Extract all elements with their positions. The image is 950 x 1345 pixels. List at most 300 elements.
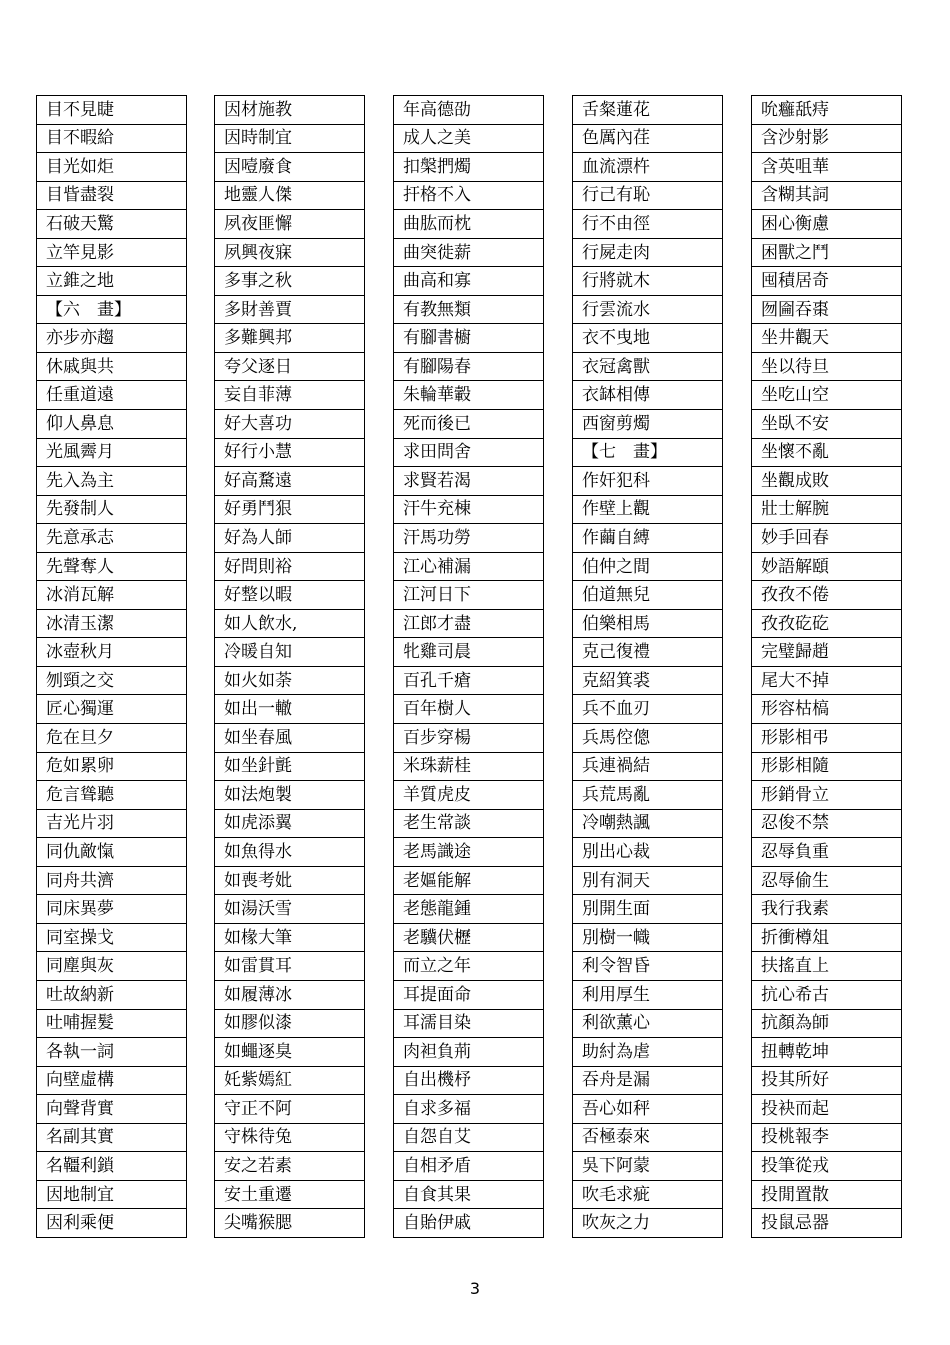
table-row bbox=[573, 638, 723, 667]
idiom-cell: 含沙射影 bbox=[752, 124, 902, 153]
idiom-cell: 向壁虛構 bbox=[37, 1066, 187, 1095]
table-row bbox=[573, 438, 723, 467]
idiom-cell: 投閒置散 bbox=[752, 1180, 902, 1209]
idiom-cell: 如坐春風 bbox=[215, 724, 365, 753]
idiom-cell: 有腳陽春 bbox=[394, 352, 544, 381]
idiom-cell: 如火如荼 bbox=[215, 666, 365, 695]
idiom-cell: 伯道無兒 bbox=[573, 581, 723, 610]
table-row bbox=[37, 153, 187, 182]
table-row bbox=[752, 695, 902, 724]
table-row bbox=[215, 781, 365, 810]
idiom-cell: 曲突徙薪 bbox=[394, 238, 544, 267]
idiom-cell: 如椽大筆 bbox=[215, 923, 365, 952]
table-row bbox=[752, 181, 902, 210]
idiom-cell: 忍俊不禁 bbox=[752, 809, 902, 838]
table-row bbox=[215, 609, 365, 638]
idiom-cell: 好行小慧 bbox=[215, 438, 365, 467]
table-row bbox=[752, 1152, 902, 1181]
table-row bbox=[573, 609, 723, 638]
table-row bbox=[752, 609, 902, 638]
idiom-cell: 投鼠忌器 bbox=[752, 1209, 902, 1238]
table-row bbox=[394, 410, 544, 439]
table-row bbox=[394, 695, 544, 724]
table-row bbox=[573, 495, 723, 524]
idiom-cell: 同床異夢 bbox=[37, 895, 187, 924]
table-row bbox=[573, 1123, 723, 1152]
table-row bbox=[573, 210, 723, 239]
idiom-cell: 行屍走肉 bbox=[573, 238, 723, 267]
table-row bbox=[573, 838, 723, 867]
idiom-cell: 孜孜矻矻 bbox=[752, 609, 902, 638]
idiom-cell: 兵不血刃 bbox=[573, 695, 723, 724]
idiom-cell: 冰消瓦解 bbox=[37, 581, 187, 610]
table-row bbox=[573, 895, 723, 924]
table-row bbox=[215, 495, 365, 524]
idiom-cell: 成人之美 bbox=[394, 124, 544, 153]
idiom-cell: 百孔千瘡 bbox=[394, 666, 544, 695]
table-row bbox=[37, 495, 187, 524]
idiom-cell: 同舟共濟 bbox=[37, 866, 187, 895]
idiom-cell: 各執一詞 bbox=[37, 1038, 187, 1067]
table-row bbox=[394, 838, 544, 867]
table-row bbox=[394, 552, 544, 581]
table-row bbox=[394, 1152, 544, 1181]
idiom-cell: 夸父逐日 bbox=[215, 352, 365, 381]
idiom-cell: 投袂而起 bbox=[752, 1095, 902, 1124]
idiom-cell: 石破天驚 bbox=[37, 210, 187, 239]
idiom-cell: 同仇敵愾 bbox=[37, 838, 187, 867]
table-row bbox=[752, 238, 902, 267]
idiom-cell: 米珠薪桂 bbox=[394, 752, 544, 781]
idiom-cell: 坐觀成敗 bbox=[752, 467, 902, 496]
idiom-cell: 坐懷不亂 bbox=[752, 438, 902, 467]
idiom-cell: 老生常談 bbox=[394, 809, 544, 838]
idiom-cell: 冰壺秋月 bbox=[37, 638, 187, 667]
idiom-cell: 名副其實 bbox=[37, 1123, 187, 1152]
table-row bbox=[573, 1066, 723, 1095]
table-row bbox=[394, 1123, 544, 1152]
idiom-cell: 別有洞天 bbox=[573, 866, 723, 895]
idiom-cell: 目眥盡裂 bbox=[37, 181, 187, 210]
table-row bbox=[752, 467, 902, 496]
idiom-cell: 老馬識途 bbox=[394, 838, 544, 867]
table-row bbox=[394, 923, 544, 952]
idiom-cell: 死而後已 bbox=[394, 410, 544, 439]
table-row bbox=[752, 809, 902, 838]
table-row bbox=[752, 210, 902, 239]
idiom-cell: 好問則裕 bbox=[215, 552, 365, 581]
table-row bbox=[752, 438, 902, 467]
idiom-cell: 坐吃山空 bbox=[752, 381, 902, 410]
table-row bbox=[573, 1038, 723, 1067]
table-row bbox=[215, 1152, 365, 1181]
table-row bbox=[215, 238, 365, 267]
table-row bbox=[573, 581, 723, 610]
idiom-cell: 衣不曳地 bbox=[573, 324, 723, 353]
table-row bbox=[37, 96, 187, 125]
table-row bbox=[37, 1152, 187, 1181]
table-row bbox=[37, 695, 187, 724]
idiom-cell: 如蠅逐臭 bbox=[215, 1038, 365, 1067]
table-row bbox=[752, 923, 902, 952]
idiom-cell: 汗馬功勞 bbox=[394, 524, 544, 553]
idiom-cell: 好為人師 bbox=[215, 524, 365, 553]
table-row bbox=[752, 1209, 902, 1238]
idiom-cell: 多難興邦 bbox=[215, 324, 365, 353]
idiom-cell: 否極泰來 bbox=[573, 1123, 723, 1152]
idiom-column-1 bbox=[36, 95, 187, 1238]
table-row bbox=[215, 752, 365, 781]
idiom-cell: 守株待兔 bbox=[215, 1123, 365, 1152]
idiom-cell: 有教無類 bbox=[394, 295, 544, 324]
idiom-cell: 自貽伊戚 bbox=[394, 1209, 544, 1238]
idiom-cell: 孜孜不倦 bbox=[752, 581, 902, 610]
idiom-cell: 伯樂相馬 bbox=[573, 609, 723, 638]
idiom-cell: 而立之年 bbox=[394, 952, 544, 981]
table-row bbox=[752, 381, 902, 410]
idiom-cell: 兵荒馬亂 bbox=[573, 781, 723, 810]
table-row bbox=[752, 581, 902, 610]
table-row bbox=[394, 581, 544, 610]
table-row bbox=[215, 581, 365, 610]
idiom-cell: 百步穿楊 bbox=[394, 724, 544, 753]
table-row bbox=[37, 267, 187, 296]
table-row bbox=[37, 781, 187, 810]
idiom-cell: 吐故納新 bbox=[37, 980, 187, 1009]
table-row bbox=[573, 809, 723, 838]
idiom-cell: 完璧歸趙 bbox=[752, 638, 902, 667]
table-row bbox=[394, 638, 544, 667]
idiom-cell: 克己復禮 bbox=[573, 638, 723, 667]
idiom-cell: 作壁上觀 bbox=[573, 495, 723, 524]
table-row bbox=[215, 695, 365, 724]
idiom-cell: 吳下阿蒙 bbox=[573, 1152, 723, 1181]
table-row bbox=[215, 153, 365, 182]
idiom-cell: 行不由徑 bbox=[573, 210, 723, 239]
idiom-cell: 自食其果 bbox=[394, 1180, 544, 1209]
idiom-cell: 如雷貫耳 bbox=[215, 952, 365, 981]
table-row bbox=[752, 1180, 902, 1209]
idiom-cell: 吹毛求疵 bbox=[573, 1180, 723, 1209]
table-row bbox=[215, 895, 365, 924]
idiom-cell: 羊質虎皮 bbox=[394, 781, 544, 810]
table-row bbox=[752, 267, 902, 296]
table-row bbox=[752, 124, 902, 153]
table-row bbox=[215, 410, 365, 439]
table-row bbox=[37, 895, 187, 924]
table-row bbox=[215, 638, 365, 667]
idiom-cell: 江郎才盡 bbox=[394, 609, 544, 638]
idiom-cell: 任重道遠 bbox=[37, 381, 187, 410]
idiom-cell: 扞格不入 bbox=[394, 181, 544, 210]
table-row bbox=[215, 952, 365, 981]
table-row bbox=[394, 809, 544, 838]
table-row bbox=[752, 1123, 902, 1152]
idiom-cell: 含糊其詞 bbox=[752, 181, 902, 210]
idiom-cell: 抗心希古 bbox=[752, 980, 902, 1009]
idiom-cell: 形銷骨立 bbox=[752, 781, 902, 810]
table-row bbox=[37, 410, 187, 439]
idiom-cell: 安土重遷 bbox=[215, 1180, 365, 1209]
table-row bbox=[573, 324, 723, 353]
table-row bbox=[37, 1038, 187, 1067]
idiom-cell: 危如累卵 bbox=[37, 752, 187, 781]
idiom-cell: 投桃報李 bbox=[752, 1123, 902, 1152]
table-row bbox=[752, 752, 902, 781]
table-row bbox=[752, 524, 902, 553]
idiom-cell: 安之若素 bbox=[215, 1152, 365, 1181]
idiom-cell: 休戚與共 bbox=[37, 352, 187, 381]
idiom-column-4 bbox=[572, 95, 723, 1238]
table-row bbox=[394, 980, 544, 1009]
idiom-cell: 冰清玉潔 bbox=[37, 609, 187, 638]
table-row bbox=[752, 838, 902, 867]
idiom-cell: 扶搖直上 bbox=[752, 952, 902, 981]
table-row bbox=[215, 438, 365, 467]
table-row bbox=[394, 96, 544, 125]
table-row bbox=[394, 381, 544, 410]
table-row bbox=[573, 153, 723, 182]
table-row bbox=[752, 666, 902, 695]
table-row bbox=[37, 923, 187, 952]
table-row bbox=[394, 1095, 544, 1124]
idiom-cell: 利欲薰心 bbox=[573, 1009, 723, 1038]
idiom-cell: 朱輪華轂 bbox=[394, 381, 544, 410]
table-row bbox=[37, 1066, 187, 1095]
idiom-cell: 坐臥不安 bbox=[752, 410, 902, 439]
table-row bbox=[394, 781, 544, 810]
idiom-cell: 曲肱而枕 bbox=[394, 210, 544, 239]
idiom-cell: 行雲流水 bbox=[573, 295, 723, 324]
table-row bbox=[573, 752, 723, 781]
table-row bbox=[752, 895, 902, 924]
table-row bbox=[215, 1038, 365, 1067]
table-row bbox=[573, 952, 723, 981]
table-row bbox=[37, 552, 187, 581]
idiom-cell: 立錐之地 bbox=[37, 267, 187, 296]
idiom-cell: 曲高和寡 bbox=[394, 267, 544, 296]
table-row bbox=[394, 609, 544, 638]
table-row bbox=[573, 524, 723, 553]
table-row bbox=[394, 267, 544, 296]
table-row bbox=[394, 866, 544, 895]
table-row bbox=[394, 324, 544, 353]
table-row bbox=[394, 181, 544, 210]
table-row bbox=[37, 1009, 187, 1038]
idiom-cell: 多事之秋 bbox=[215, 267, 365, 296]
idiom-cell: 老態龍鍾 bbox=[394, 895, 544, 924]
idiom-cell: 仰人鼻息 bbox=[37, 410, 187, 439]
table-row bbox=[215, 295, 365, 324]
idiom-cell: 形影相弔 bbox=[752, 724, 902, 753]
table-row bbox=[752, 153, 902, 182]
idiom-cell: 衣缽相傳 bbox=[573, 381, 723, 410]
idiom-cell: 同室操戈 bbox=[37, 923, 187, 952]
idiom-cell: 因時制宜 bbox=[215, 124, 365, 153]
idiom-cell: 囤積居奇 bbox=[752, 267, 902, 296]
idiom-cell: 因材施教 bbox=[215, 96, 365, 125]
idiom-cell: 含英咀華 bbox=[752, 153, 902, 182]
table-row bbox=[37, 295, 187, 324]
idiom-cell: 色厲內荏 bbox=[573, 124, 723, 153]
table-row bbox=[37, 866, 187, 895]
table-row bbox=[37, 210, 187, 239]
idiom-cell: 好勇鬥狠 bbox=[215, 495, 365, 524]
idiom-cell: 好高騖遠 bbox=[215, 467, 365, 496]
idiom-cell: 吾心如秤 bbox=[573, 1095, 723, 1124]
table-row bbox=[573, 1180, 723, 1209]
table-row bbox=[752, 410, 902, 439]
idiom-cell: 困獸之鬥 bbox=[752, 238, 902, 267]
table-row bbox=[37, 724, 187, 753]
idiom-cell: 刎頸之交 bbox=[37, 666, 187, 695]
table-row bbox=[215, 124, 365, 153]
idiom-cell: 危言聳聽 bbox=[37, 781, 187, 810]
table-row bbox=[394, 524, 544, 553]
table-row bbox=[394, 1209, 544, 1238]
table-row bbox=[37, 1209, 187, 1238]
idiom-cell: 亦步亦趨 bbox=[37, 324, 187, 353]
table-row bbox=[752, 1095, 902, 1124]
idiom-cell: 如虎添翼 bbox=[215, 809, 365, 838]
idiom-cell: 如膠似漆 bbox=[215, 1009, 365, 1038]
table-row bbox=[37, 381, 187, 410]
idiom-cell: 自出機杼 bbox=[394, 1066, 544, 1095]
table-row bbox=[215, 980, 365, 1009]
idiom-cell: 扣槃捫燭 bbox=[394, 153, 544, 182]
idiom-cell: 助紂為虐 bbox=[573, 1038, 723, 1067]
idiom-column-5 bbox=[751, 95, 902, 1238]
idiom-cell: 先入為主 bbox=[37, 467, 187, 496]
table-row bbox=[752, 980, 902, 1009]
idiom-cell: 汗牛充棟 bbox=[394, 495, 544, 524]
idiom-cell: 投其所好 bbox=[752, 1066, 902, 1095]
table-row bbox=[573, 781, 723, 810]
table-row bbox=[215, 324, 365, 353]
idiom-cell: 克紹箕裘 bbox=[573, 666, 723, 695]
table-row bbox=[37, 181, 187, 210]
table-row bbox=[215, 1009, 365, 1038]
idiom-cell: 先發制人 bbox=[37, 495, 187, 524]
table-row bbox=[215, 381, 365, 410]
table-row bbox=[573, 980, 723, 1009]
table-row bbox=[215, 210, 365, 239]
idiom-cell: 如履薄冰 bbox=[215, 980, 365, 1009]
idiom-cell: 【六 畫】 bbox=[37, 295, 187, 324]
table-row bbox=[37, 1123, 187, 1152]
table-row bbox=[752, 638, 902, 667]
table-row bbox=[573, 1209, 723, 1238]
table-row bbox=[215, 923, 365, 952]
table-row bbox=[573, 1152, 723, 1181]
table-row bbox=[394, 438, 544, 467]
idiom-column-2 bbox=[214, 95, 365, 1238]
idiom-cell: 形影相隨 bbox=[752, 752, 902, 781]
idiom-cell: 妄自菲薄 bbox=[215, 381, 365, 410]
idiom-cell: 作繭自縛 bbox=[573, 524, 723, 553]
idiom-cell: 冷暖自知 bbox=[215, 638, 365, 667]
table-row bbox=[394, 952, 544, 981]
idiom-cell: 作奸犯科 bbox=[573, 467, 723, 496]
idiom-cell: 折衝樽俎 bbox=[752, 923, 902, 952]
idiom-column-3 bbox=[393, 95, 544, 1238]
idiom-cell: 【七 畫】 bbox=[573, 438, 723, 467]
table-row bbox=[37, 238, 187, 267]
idiom-cell: 守正不阿 bbox=[215, 1095, 365, 1124]
idiom-cell: 因利乘便 bbox=[37, 1209, 187, 1238]
idiom-cell: 目光如炬 bbox=[37, 153, 187, 182]
table-row bbox=[37, 609, 187, 638]
idiom-cell: 西窗剪燭 bbox=[573, 410, 723, 439]
idiom-cell: 肉袒負荊 bbox=[394, 1038, 544, 1067]
table-row bbox=[573, 1095, 723, 1124]
table-row bbox=[752, 724, 902, 753]
idiom-cell: 別開生面 bbox=[573, 895, 723, 924]
table-row bbox=[37, 324, 187, 353]
idiom-cell: 別出心裁 bbox=[573, 838, 723, 867]
table-row bbox=[573, 467, 723, 496]
table-row bbox=[215, 1066, 365, 1095]
idiom-cell: 困心衡慮 bbox=[752, 210, 902, 239]
idiom-cell: 尖嘴猴腮 bbox=[215, 1209, 365, 1238]
idiom-cell: 名韁利鎖 bbox=[37, 1152, 187, 1181]
table-row bbox=[215, 352, 365, 381]
idiom-cell: 血流漂杵 bbox=[573, 153, 723, 182]
idiom-cell: 老嫗能解 bbox=[394, 866, 544, 895]
table-row bbox=[37, 438, 187, 467]
idiom-cell: 夙夜匪懈 bbox=[215, 210, 365, 239]
table-row bbox=[37, 352, 187, 381]
table-row bbox=[752, 1009, 902, 1038]
idiom-cell: 如喪考妣 bbox=[215, 866, 365, 895]
idiom-cell: 兵馬倥傯 bbox=[573, 724, 723, 753]
idiom-cell: 忍辱負重 bbox=[752, 838, 902, 867]
table-row bbox=[573, 352, 723, 381]
idiom-cell: 尾大不掉 bbox=[752, 666, 902, 695]
table-row bbox=[752, 96, 902, 125]
idiom-cell: 同塵與灰 bbox=[37, 952, 187, 981]
idiom-cell: 如法炮製 bbox=[215, 781, 365, 810]
idiom-cell: 舌粲蓮花 bbox=[573, 96, 723, 125]
table-row bbox=[215, 809, 365, 838]
table-row bbox=[37, 809, 187, 838]
table-row bbox=[573, 238, 723, 267]
table-row bbox=[394, 210, 544, 239]
table-row bbox=[573, 96, 723, 125]
idiom-cell: 先意承志 bbox=[37, 524, 187, 553]
table-row bbox=[394, 295, 544, 324]
table-row bbox=[37, 752, 187, 781]
table-row bbox=[215, 666, 365, 695]
table-row bbox=[394, 1038, 544, 1067]
idiom-cell: 如湯沃雪 bbox=[215, 895, 365, 924]
idiom-cell: 吮癰舐痔 bbox=[752, 96, 902, 125]
table-row bbox=[573, 124, 723, 153]
table-row bbox=[394, 1180, 544, 1209]
table-row bbox=[394, 124, 544, 153]
idiom-cell: 如坐針氈 bbox=[215, 752, 365, 781]
idiom-cell: 因地制宜 bbox=[37, 1180, 187, 1209]
table-row bbox=[573, 552, 723, 581]
table-row bbox=[752, 866, 902, 895]
table-row bbox=[394, 752, 544, 781]
idiom-cell: 妙手回春 bbox=[752, 524, 902, 553]
idiom-cell: 抗顏為師 bbox=[752, 1009, 902, 1038]
idiom-cell: 行己有恥 bbox=[573, 181, 723, 210]
table-row bbox=[752, 781, 902, 810]
table-row bbox=[394, 153, 544, 182]
idiom-cell: 多財善賈 bbox=[215, 295, 365, 324]
